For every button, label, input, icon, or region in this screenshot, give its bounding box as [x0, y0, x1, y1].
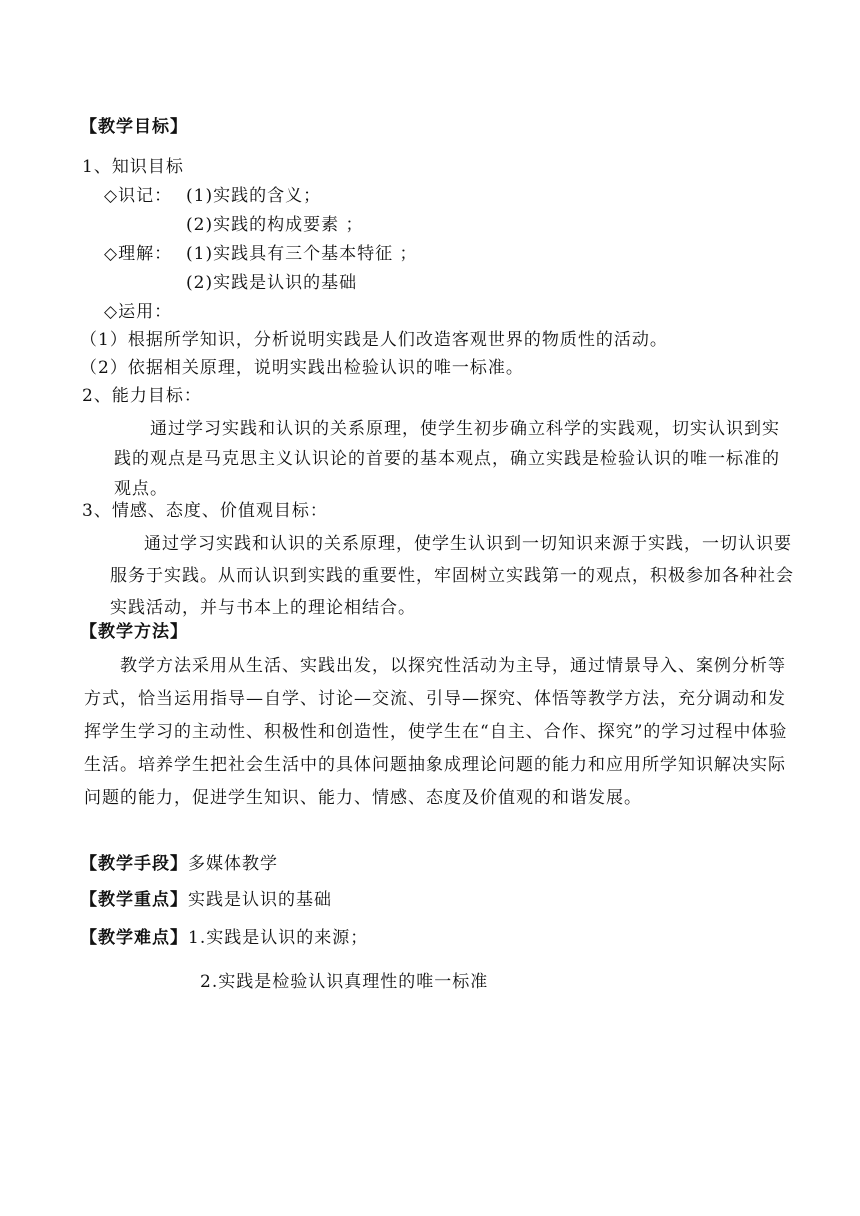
difficulty-item-2: 2.实践是检验认识真理性的唯一标准: [200, 972, 489, 992]
teaching-method-text: 教学方法采用从生活、实践出发，以探究性活动为主导，通过情景导入、案例分析等方式，恰当运用指导—自学、讨论—交流、引导—探究、体悟等教学方法，充分调动和发挥学生学习的主动性、积极性和创造性，使学生在“自主、合作、探究”的学习过程中体验生活。培养学生把社会生活中的具体问题抽象成理论问题的能力和应用所学知识解决实际问题的能力，促进学生知识、能力、情感、态度及价值观的和谐发展。: [84, 656, 788, 808]
ability-objectives-text: 通过学习实践和认识的关系原理，使学生初步确立科学的实践观，切实认识到实践的观点是马克思主义认识论的首要的基本观点，确立实践是检验认识的唯一标准的观点。: [114, 419, 780, 499]
apply-item-1: （1）根据所学知识，分析说明实践是人们改造客观世界的物质性的活动。: [80, 330, 668, 350]
understand-item-2: (2)实践是认识的基础: [186, 273, 358, 293]
recall-item-2: (2)实践的构成要素 ；: [186, 215, 364, 235]
teaching-means-value: 多媒体教学: [188, 854, 278, 874]
heading-teaching-method: 【教学方法】: [80, 622, 188, 642]
apply-label: ◇运用：: [104, 302, 173, 322]
heading-difficulty: 【教学难点】: [80, 928, 188, 948]
understand-label: ◇理解：: [104, 244, 173, 264]
apply-item-2: （2）依据相关原理，说明实践出检验认识的唯一标准。: [80, 358, 524, 378]
understand-item-1: (1)实践具有三个基本特征 ；: [186, 244, 418, 264]
key-point-value: 实践是认识的基础: [188, 890, 332, 910]
knowledge-objectives-title: 1、知识目标: [82, 157, 184, 177]
emotion-objectives-text: 通过学习实践和认识的关系原理，使学生认识到一切知识来源于实践，一切认识要服务于实践。从而认识到实践的重要性，牢固树立实践第一的观点，积极参加各种社会实践活动，并与书本上的理论相结合。: [110, 534, 794, 618]
ability-objectives-title: 2、能力目标：: [82, 386, 202, 406]
difficulty-row: [80, 927, 368, 949]
emotion-objectives-title: 3、情感、态度、价值观目标：: [82, 501, 328, 521]
heading-teaching-means: 【教学手段】: [80, 854, 188, 874]
heading-teaching-objectives: 【教学目标】: [80, 117, 188, 137]
key-point-row: [80, 889, 332, 911]
heading-key-point: 【教学重点】: [80, 890, 188, 910]
recall-label: ◇识记：: [104, 186, 173, 206]
teaching-means-row: [80, 853, 278, 875]
difficulty-item-1: 1.实践是认识的来源；: [188, 928, 369, 948]
recall-item-1: (1)实践的含义；: [186, 186, 322, 206]
